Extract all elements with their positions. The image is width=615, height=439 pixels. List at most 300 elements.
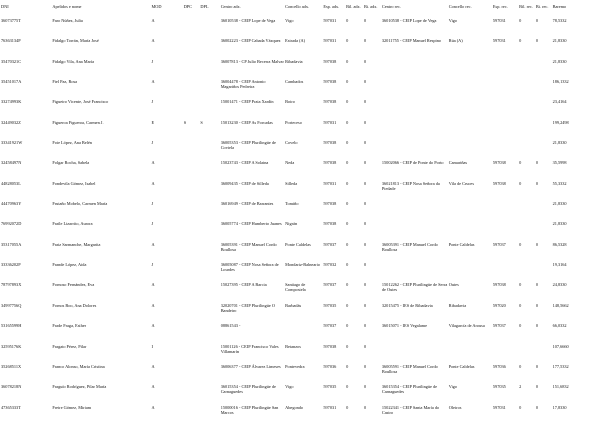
table-row [0, 99, 615, 119]
cell-bi-adx: 0 [363, 160, 367, 166]
cell-centro-adx: 15001126 - CEIP Francisco Vales Villamarín [220, 343, 279, 354]
cell-dni: 36078218N [1, 384, 22, 390]
cell-dpc [183, 140, 200, 160]
cell-bi-rec: 0 [535, 180, 539, 186]
cell-esp-rec: 597031 [492, 404, 506, 410]
cell-baremo: 186,1332 [552, 79, 569, 85]
cell-bi-rec: 0 [535, 302, 539, 308]
header-name: Apelidos e nome [52, 4, 82, 9]
cell-bi-adx: 0 [363, 99, 367, 105]
cell-baremo: 199,2498 [552, 119, 569, 125]
cell-bi-adx: 0 [363, 58, 367, 64]
cell-bi-rec [535, 201, 552, 221]
cell-bil-adx: 0 [346, 38, 349, 44]
cell-dpc [183, 242, 200, 262]
table-row [0, 221, 615, 241]
table-row [0, 282, 615, 302]
cell-esp-rec: 597036 [492, 363, 506, 369]
cell-bil-adx: 0 [346, 140, 349, 146]
cell-bil-rec: 0 [519, 404, 522, 410]
cell-name: Franco Alonso, María Cristina [52, 363, 105, 369]
table-row [0, 384, 615, 404]
cell-esp-adx: 597037 [323, 323, 337, 329]
cell-baremo: 55,3332 [552, 180, 567, 186]
cell-mod: A [151, 363, 155, 369]
cell-esp-rec [492, 344, 518, 364]
cell-esp-adx: 597038 [323, 343, 337, 349]
cell-bi-adx: 0 [363, 404, 367, 410]
cell-dpl [199, 99, 219, 119]
cell-concello-adx: Covelo [285, 140, 298, 146]
cell-bil-rec [518, 120, 535, 140]
cell-concello-rec: Ponte Caldelas [448, 363, 475, 369]
cell-bi-rec: 0 [535, 38, 539, 44]
cell-name: Frande López, Aida [52, 262, 87, 268]
cell-esp-adx: 597038 [323, 79, 337, 85]
cell-bi-rec: 0 [535, 160, 539, 166]
cell-bil-rec: 2 [519, 384, 522, 390]
table-row [0, 242, 615, 262]
cell-centro-adx: 36010538 - CEIP Lope de Vega [220, 18, 276, 23]
cell-name: Fidalgo Vila, Ana María [52, 58, 95, 64]
cell-dpc: S [183, 119, 187, 125]
cell-bil-adx: 0 [346, 201, 349, 207]
cell-esp-adx: 597031 [323, 18, 337, 23]
cell-esp-adx: 597037 [323, 282, 337, 288]
cell-baremo: 21,8330 [552, 58, 567, 64]
header-bi-adx: Bi. adx. [363, 4, 378, 9]
cell-dpl [199, 262, 219, 282]
cell-mod: J [151, 262, 154, 268]
cell-bi-rec: 0 [535, 282, 539, 288]
table-header [0, 4, 615, 18]
cell-name: Folgar Rocha, Sabela [52, 160, 90, 166]
cell-esp-adx: 597031 [323, 180, 337, 186]
header-concello-adx: Concello adx. [285, 4, 310, 9]
cell-centro-adx: 15027395 - CEIP A Barcia [220, 282, 267, 288]
cell-bil-rec [518, 140, 535, 160]
cell-esp-rec [492, 221, 518, 241]
cell-baremo: 17,8330 [552, 404, 567, 410]
cell-bil-adx: 0 [346, 180, 349, 186]
table-row [0, 38, 615, 58]
cell-bil-adx: 0 [346, 99, 349, 105]
cell-dpl [199, 384, 219, 404]
cell-mod: J [151, 140, 154, 146]
cell-baremo: 177,5332 [552, 363, 569, 369]
header-esp-rec: Esp. rec. [492, 4, 508, 9]
cell-bil-adx: 0 [346, 119, 349, 125]
cell-bi-rec: 0 [535, 323, 539, 329]
header-concello-rec: Concello rec. [448, 4, 472, 9]
cell-concello-rec: Ponte Caldelas [448, 241, 475, 247]
cell-baremo: 35,5998 [552, 160, 567, 166]
cell-name: Figueroa Figueroa, Carmen J. [52, 119, 104, 125]
cell-baremo: 19,3164 [552, 262, 567, 268]
cell-esp-adx: 597038 [323, 140, 337, 146]
cell-concello-rec: Rúa (A) [448, 38, 463, 44]
cell-name: Fornos Boo, Ana Dolores [52, 302, 97, 308]
cell-dni: 33336202P [1, 262, 21, 268]
cell-baremo: 151,6832 [552, 384, 569, 390]
cell-bil-rec: 0 [519, 18, 522, 23]
cell-concello-rec [448, 344, 492, 364]
cell-dni: 32449032Z [1, 119, 21, 125]
cell-centro-rec [381, 79, 448, 99]
cell-concello-rec [448, 140, 492, 160]
cell-mod: A [151, 302, 155, 308]
cell-concello-adx: Vigo [285, 18, 294, 23]
cell-baremo: 24,8330 [552, 282, 567, 288]
cell-concello-adx: Tomiño [285, 201, 299, 207]
cell-bi-adx: 0 [363, 140, 367, 146]
cell-bil-rec [518, 99, 535, 119]
cell-concello-adx: Vigo [285, 384, 294, 390]
cell-dpc [183, 99, 200, 119]
cell-name: Figueiro Vicente, José Francisco [52, 99, 109, 105]
cell-bil-adx: 0 [346, 323, 349, 329]
cell-concello-adx: Nigrán [285, 221, 298, 227]
cell-baremo: 23,4164 [552, 99, 567, 105]
cell-centro-rec: 36021813 - CEIP Nosa Señora da Piedade [381, 180, 440, 191]
cell-dpl [199, 242, 219, 262]
cell-dni: 76992072D [1, 221, 22, 227]
cell-bi-rec [535, 221, 552, 241]
cell-esp-rec: 597031 [492, 18, 506, 23]
cell-name: Fidalgo Torrán, María José [52, 38, 99, 44]
cell-mod: A [151, 282, 155, 288]
cell-bi-adx: 0 [363, 221, 367, 227]
cell-centro-rec [381, 99, 448, 119]
cell-concello-adx: Pontevedra [285, 363, 305, 369]
cell-dni: 44828053L [1, 180, 21, 186]
cell-name: Fraiz Sarmanche, Margarita [52, 241, 101, 247]
cell-centro-adx: 15001471 - CEIP Praia Xardín [220, 99, 274, 105]
cell-concello-adx: Ribadavia [285, 58, 303, 64]
table-row [0, 364, 615, 384]
cell-centro-rec: 36015354 - CEIP Plurilingüe de Carnaguedes [381, 384, 438, 395]
cell-concello-rec: Vigo [448, 384, 458, 390]
cell-bil-adx: 0 [346, 363, 349, 369]
cell-esp-rec: 597037 [492, 323, 506, 329]
cell-esp-adx: 597031 [323, 404, 337, 410]
cell-dni: 35268511X [1, 363, 22, 369]
cell-centro-adx: 36016949 - CEIP de Barrantes [220, 201, 274, 207]
header-dpc: DPC [183, 4, 193, 9]
cell-bil-adx: 0 [346, 160, 349, 166]
cell-name: Frade Fraga, Esther [52, 323, 87, 329]
cell-dpc [183, 405, 200, 425]
cell-concello-rec [448, 262, 492, 282]
cell-bil-rec [518, 201, 535, 221]
table-row [0, 262, 615, 282]
cell-dpl: S [200, 119, 203, 125]
cell-concello-adx: Ponte Caldelas [285, 241, 311, 247]
cell-esp-adx: 597032 [323, 262, 337, 268]
cell-name: Fondevila Gómez, Isabel [52, 180, 96, 186]
cell-dpl [199, 38, 219, 58]
cell-dpl [199, 344, 219, 364]
cell-bil-rec [518, 344, 535, 364]
cell-esp-rec [492, 120, 518, 140]
cell-dpl [199, 303, 219, 323]
header-mod: MOD [151, 4, 162, 9]
cell-dpc [183, 262, 200, 282]
cell-bi-adx: 0 [363, 302, 367, 308]
staff-table [0, 4, 615, 425]
header-dni: DNI [1, 4, 9, 9]
table-row [0, 160, 615, 180]
cell-centro-rec: 36005591 - CEIP Manuel Cordo Boullosa [381, 363, 438, 374]
cell-esp-adx: 597031 [323, 119, 337, 125]
header-centro-adx: Centro adx. [220, 4, 241, 9]
cell-mod: A [151, 79, 155, 85]
cell-dpc [183, 384, 200, 404]
cell-dni: 53165599H [1, 323, 22, 329]
cell-concello-rec [448, 79, 492, 99]
cell-dni: 32595176K [1, 343, 22, 349]
cell-esp-adx: 597031 [323, 38, 337, 44]
cell-bi-adx: 0 [363, 241, 367, 247]
cell-bi-adx: 0 [363, 180, 367, 186]
cell-bi-adx: 0 [363, 18, 367, 23]
cell-esp-rec [492, 140, 518, 160]
cell-bi-rec [535, 79, 552, 99]
cell-dpc [183, 344, 200, 364]
cell-bil-rec [518, 262, 535, 282]
cell-concello-rec [448, 99, 492, 119]
cell-bi-rec [535, 344, 552, 364]
cell-bil-adx: 0 [346, 58, 349, 64]
cell-baremo: 148,5662 [552, 302, 569, 308]
cell-dpl [199, 160, 219, 180]
cell-dpc [183, 59, 200, 79]
cell-centro-adx: 36002223 - CEIP Cabada Vázquez [220, 38, 281, 44]
table-row [0, 303, 615, 323]
table-row [0, 140, 615, 160]
cell-dpc [183, 79, 200, 99]
cell-name: Freire Gómez, Miriam [52, 404, 92, 410]
cell-dpl [199, 221, 219, 241]
cell-centro-rec [381, 59, 448, 79]
cell-dni: 47365333T [1, 404, 21, 410]
header-row [0, 4, 615, 18]
cell-bil-rec: 0 [519, 38, 522, 44]
cell-esp-rec [492, 99, 518, 119]
cell-centro-rec [381, 262, 448, 282]
cell-mod: J [151, 99, 154, 105]
cell-bil-rec: 0 [519, 160, 522, 166]
cell-bi-rec: 0 [535, 18, 539, 23]
cell-dpc [183, 38, 200, 58]
cell-esp-rec: 597031 [492, 38, 506, 44]
cell-mod: A [151, 18, 155, 23]
cell-esp-rec: 597020 [492, 302, 506, 308]
cell-concello-adx: Neda [285, 160, 295, 166]
cell-dpc [183, 18, 200, 38]
cell-centro-adx: 08861543 - [220, 323, 241, 329]
cell-dpl [199, 18, 219, 38]
cell-concello-adx [284, 323, 322, 343]
table-row [0, 201, 615, 221]
cell-dpl [199, 140, 219, 160]
cell-esp-adx: 597038 [323, 160, 337, 166]
cell-centro-adx: 36009435 - CEIP de Silleda [220, 180, 269, 186]
cell-bi-adx: 0 [363, 282, 367, 288]
table-row [0, 59, 615, 79]
cell-centro-rec [381, 344, 448, 364]
cell-esp-adx: 597038 [323, 221, 337, 227]
cell-concello-adx: Mondariz-Balneario [285, 262, 321, 268]
cell-bi-adx: 0 [363, 201, 367, 207]
cell-concello-adx: Santiago de Compostela [285, 282, 306, 293]
cell-centro-adx: 36004478 - CEIP Antonio Magariños Pedreira [220, 79, 266, 90]
cell-bi-adx: 0 [363, 343, 367, 349]
cell-mod: A [151, 384, 155, 390]
cell-dpl [199, 59, 219, 79]
cell-bil-rec: 0 [519, 302, 522, 308]
cell-centro-rec: 15002066 - CEIP de Ponte do Porto [381, 160, 444, 166]
cell-mod: A [151, 404, 155, 410]
cell-dni: 33341921W [1, 140, 23, 146]
cell-bi-rec [535, 262, 552, 282]
cell-baremo: 66,0332 [552, 323, 567, 329]
cell-dni: 35317055A [1, 241, 22, 247]
cell-bi-rec: 0 [535, 404, 539, 410]
cell-dpl [199, 201, 219, 221]
cell-mod: J [151, 201, 154, 207]
cell-bi-rec: 0 [535, 363, 539, 369]
cell-centro-rec: 32015475 - IES de Ribadavia [381, 302, 433, 308]
cell-name: Foie López, Ana Belén [52, 140, 92, 146]
cell-esp-rec: 597035 [492, 384, 506, 390]
cell-bi-adx: 0 [363, 262, 367, 268]
cell-concello-rec [448, 120, 492, 140]
cell-name: Fornoso Fernández, Eva [52, 282, 95, 288]
cell-bi-adx: 0 [363, 119, 367, 125]
cell-esp-adx: 597038 [323, 58, 337, 64]
cell-esp-rec: 597038 [492, 282, 506, 288]
cell-concello-rec [448, 201, 492, 221]
cell-mod: I [151, 343, 153, 349]
cell-bi-rec [535, 140, 552, 160]
cell-baremo: 21,8330 [552, 201, 567, 207]
cell-centro-adx: 36005353 - CEIP Plurilingüe de Coviela [220, 140, 276, 151]
header-centro-rec: Centro rec. [381, 4, 401, 9]
table-body [0, 18, 615, 425]
cell-dpl [199, 181, 219, 201]
cell-baremo: 86,5328 [552, 241, 567, 247]
cell-bil-adx: 0 [346, 18, 349, 23]
cell-dni: 33274993K [1, 99, 22, 105]
cell-bil-adx: 0 [346, 302, 349, 308]
cell-bi-adx: 0 [363, 323, 367, 329]
header-dpl: DPL [200, 4, 209, 9]
cell-concello-adx: Abegondo [285, 404, 304, 410]
cell-name: Faro Núñez, Julia [52, 18, 83, 23]
cell-centro-rec: 15022341 - CEIP Santa María do Castro [381, 404, 440, 415]
cell-bil-rec [518, 221, 535, 241]
cell-concello-adx: Porteceso [285, 119, 302, 125]
cell-bil-adx: 0 [346, 343, 349, 349]
header-bil-rec: Bil. rec. [519, 4, 533, 9]
cell-dpc [183, 221, 200, 241]
cell-dpc [183, 303, 200, 323]
cell-mod: A [151, 160, 155, 166]
cell-dpc [183, 160, 200, 180]
cell-mod: A [151, 323, 155, 329]
cell-centro-adx: 15023743 - CEIP A Solaina [220, 160, 269, 166]
cell-dni: 44470963Y [1, 201, 22, 207]
cell-mod: A [151, 38, 155, 44]
table-row [0, 344, 615, 364]
cell-centro-adx: 36006377 - CEIP Álvarez Limeses [220, 363, 281, 369]
cell-bi-rec: 0 [535, 384, 539, 390]
cell-mod: A [151, 180, 155, 186]
cell-centro-rec [381, 201, 448, 221]
cell-centro-rec: 36005391 - CEIP Manuel Cordo Boullosa [381, 241, 438, 252]
header-esp-adx: Esp. adx. [323, 4, 340, 9]
cell-baremo: 107,6660 [552, 343, 569, 349]
cell-bi-rec [535, 120, 552, 140]
cell-centro-rec [381, 120, 448, 140]
cell-esp-rec: 597038 [492, 180, 506, 186]
cell-centro-rec: 15012262 - CEIP Plurilingüe de Serra de Outes [381, 282, 448, 293]
table-row [0, 181, 615, 201]
cell-esp-rec [492, 262, 518, 282]
cell-bil-rec: 0 [519, 180, 522, 186]
cell-bi-adx: 0 [363, 79, 367, 85]
cell-esp-rec [492, 59, 518, 79]
cell-name: Frutaño Mobelo, Carmen María [52, 201, 108, 207]
cell-concello-rec: Oleiros [448, 404, 462, 410]
header-bil-adx: Bil. adx. [346, 4, 361, 9]
cell-concello-adx: Estrada (A) [285, 38, 306, 44]
cell-bil-rec [518, 79, 535, 99]
cell-centro-rec [381, 140, 448, 160]
cell-bi-rec: 0 [535, 241, 539, 247]
cell-dpl [199, 364, 219, 384]
cell-esp-rec: 597038 [492, 160, 506, 166]
cell-esp-adx: 597035 [323, 384, 337, 390]
cell-dni: 78797893X [1, 282, 22, 288]
cell-dpc [183, 323, 200, 343]
cell-concello-adx: Silleda [285, 180, 298, 186]
cell-concello-adx: Boiro [285, 99, 295, 105]
cell-concello-rec: Camariñas [448, 160, 468, 166]
cell-bil-adx: 0 [346, 404, 349, 410]
cell-mod: J [151, 58, 154, 64]
header-bi-rec: Bi. rec. [535, 4, 549, 9]
cell-concello-rec: Vigo [448, 18, 458, 23]
cell-bil-rec: 0 [519, 241, 522, 247]
cell-dpl [199, 405, 219, 425]
cell-name: Fragato Pérez, Pilar [52, 343, 87, 349]
cell-centro-adx: 36005087 - CEIP Nosa Señora de Lourdes [220, 262, 279, 273]
cell-dni: 76363134P [1, 38, 21, 44]
cell-dni: 35451017A [1, 79, 22, 85]
cell-esp-adx: 597036 [323, 363, 337, 369]
cell-centro-adx: 15013230 - CEIP As Forcadas [220, 119, 273, 125]
cell-centro-adx: 36015354 - CEIP Plurilingüe de Carnaguedes [220, 384, 276, 395]
cell-bi-adx: 0 [363, 363, 367, 369]
cell-mod: J [151, 221, 154, 227]
cell-name: Fraile Lizarrito, Aurora [52, 221, 93, 227]
table-row [0, 120, 615, 140]
cell-centro-adx: 15000016 - CEIP Plurilingüe San Marcos [220, 404, 279, 415]
cell-bil-rec [518, 59, 535, 79]
cell-mod: A [151, 241, 155, 247]
